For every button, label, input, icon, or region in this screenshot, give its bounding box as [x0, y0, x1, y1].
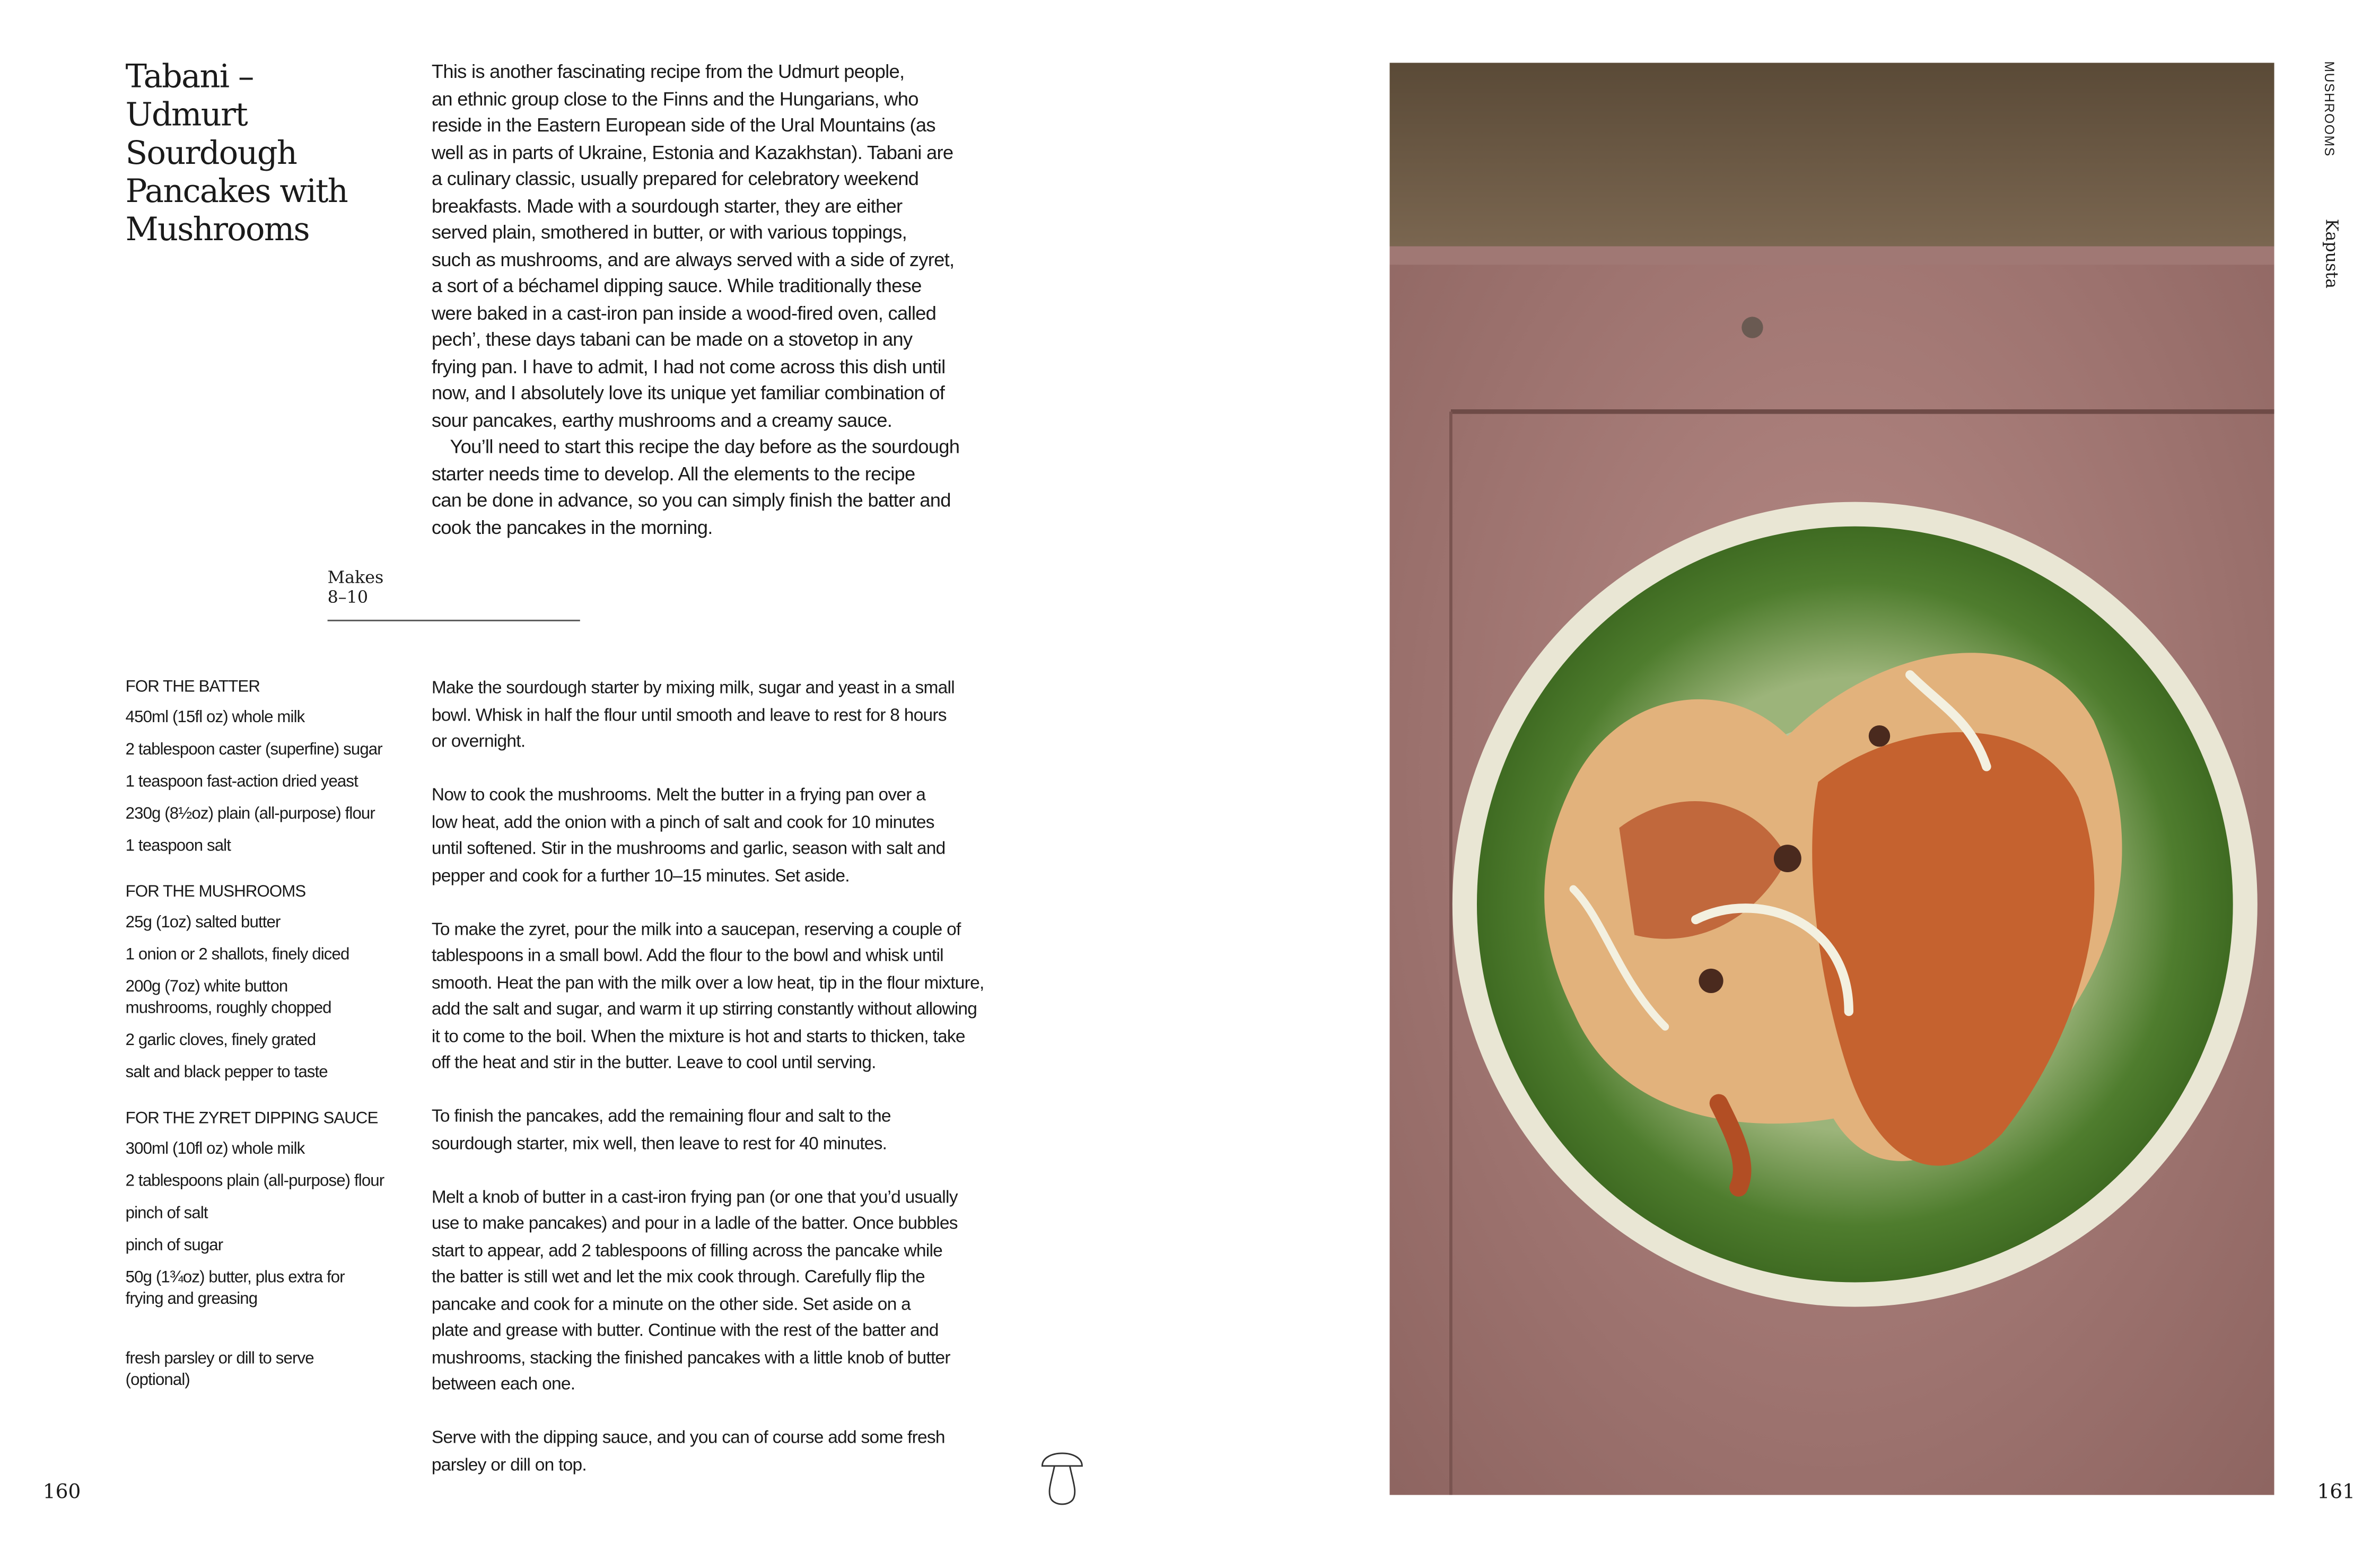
method-line: mushrooms, stacking the finished pancakes with a little knob of butter — [431, 1347, 950, 1367]
method-line: pancake and cook for a minute on the other side. Set aside on a — [431, 1294, 911, 1314]
intro-line: pech’, these days tabani can be made on a stovetop in any — [431, 329, 913, 350]
method-line: start to appear, add 2 tablespoons of filling across the pancake while — [431, 1240, 943, 1260]
method-line: plate and grease with butter. Continue with the rest of the batter and — [431, 1320, 939, 1341]
intro-line: a culinary classic, usually prepared for celebratory weekend — [431, 168, 919, 190]
ingredient-item: pinch of salt — [125, 1203, 208, 1222]
intro-line: well as in parts of Ukraine, Estonia and Kazakhstan). Tabani are — [431, 141, 953, 163]
method-line: between each one. — [431, 1374, 575, 1394]
intro-line: cook the pancakes in the morning. — [431, 516, 713, 538]
ingredient-item: 230g (8½oz) plain (all-purpose) flour — [125, 805, 375, 823]
ingredient-item: 50g (1¾oz) butter, plus extra for frying and greasing — [125, 1268, 345, 1309]
method-line: Now to cook the mushrooms. Melt the butter in a frying pan over a — [431, 785, 926, 805]
ingredient-item: 1 onion or 2 shallots, finely diced — [125, 945, 349, 963]
method-steps — [432, 675, 1021, 1505]
page-number-left: 160 — [42, 1481, 81, 1504]
method-line: To finish the pancakes, add the remaining flour and salt to the — [431, 1106, 891, 1127]
intro-line: such as mushrooms, and are always served with a side of zyret, — [431, 248, 955, 270]
recipe-photo — [1389, 63, 2274, 1495]
intro-line: sour pancakes, earthy mushrooms and a creamy sauce. — [431, 409, 892, 431]
method-line: parsley or dill on top. — [431, 1454, 587, 1475]
title-line: Pancakes with — [125, 173, 348, 210]
ingredient-group — [126, 1347, 424, 1392]
ingredient-item: fresh parsley or dill to serve (optional) — [125, 1349, 314, 1390]
intro-line: an ethnic group close to the Finns and the Hungarians, who — [431, 87, 918, 110]
method-line: until softened. Stir in the mushrooms and garlic, season with salt and — [431, 838, 946, 859]
method-line: it to come to the boil. When the mixture is hot and starts to thicken, take — [431, 1026, 965, 1046]
method-line: Make the sourdough starter by mixing milk, sugar and yeast in a small — [431, 678, 955, 698]
ingredient-group-heading: FOR THE ZYRET DIPPING SAUCE — [125, 1108, 378, 1127]
intro-line: This is another fascinating recipe from the Udmurt people, — [431, 61, 905, 83]
recipe-title — [126, 58, 401, 250]
method-step — [432, 675, 1021, 756]
mushroom-icon — [1038, 1440, 1087, 1507]
intro-line: were baked in a cast-iron pan inside a wood-fired oven, called — [431, 302, 937, 324]
method-line: bowl. Whisk in half the flour until smooth and leave to rest for 8 hours — [431, 705, 947, 725]
method-line: off the heat and stir in the butter. Leave to cool until serving. — [431, 1052, 876, 1073]
method-line: Serve with the dipping sauce, and you can of course add some fresh — [431, 1427, 945, 1448]
intro-line: a sort of a béchamel dipping sauce. While traditionally these — [431, 275, 922, 297]
ingredient-group-heading: FOR THE MUSHROOMS — [125, 882, 306, 901]
method-step — [432, 1103, 1021, 1157]
intro-line: frying pan. I have to admit, I had not come across this dish until — [431, 355, 946, 378]
method-line: the batter is still wet and let the mix cook through. Carefully flip the — [431, 1267, 925, 1287]
method-step — [432, 916, 1021, 1076]
method-line: sourdough starter, mix well, then leave to rest for 40 minutes. — [431, 1133, 887, 1153]
ingredient-item: 1 teaspoon fast-action dried yeast — [125, 773, 358, 792]
ingredient-group — [126, 1109, 424, 1311]
method-line: To make the zyret, pour the milk into a saucepan, reserving a couple of — [431, 919, 961, 939]
method-line: low heat, add the onion with a pinch of salt and cook for 10 minutes — [431, 812, 934, 832]
ingredient-item: 300ml (10fl oz) whole milk — [125, 1139, 305, 1158]
intro-paragraph — [432, 60, 1021, 435]
method-line: use to make pancakes) and pour in a ladle of the batter. Once bubbles — [431, 1213, 958, 1234]
title-line: Sourdough — [125, 134, 297, 172]
ingredient-item: salt and black pepper to taste — [125, 1063, 328, 1082]
ingredient-item: 200g (7oz) white button mushrooms, roughly chopped — [125, 977, 331, 1018]
intro-paragraph — [432, 435, 1021, 542]
ingredient-group — [126, 678, 424, 857]
method-step — [432, 782, 1021, 889]
ingredient-item: 2 garlic cloves, finely grated — [125, 1031, 316, 1050]
title-line: Tabani – — [125, 58, 253, 95]
method-line: pepper and cook for a further 10–15 minutes. Set aside. — [431, 865, 850, 885]
method-step — [432, 1425, 1021, 1478]
ingredient-item: 2 tablespoon caster (superfine) sugar — [125, 740, 382, 759]
ingredient-group — [126, 882, 424, 1084]
title-line: Mushrooms — [125, 211, 309, 248]
intro-line: can be done in advance, so you can simply finish the batter and — [431, 489, 951, 511]
title-line: Udmurt — [125, 96, 247, 134]
section-label: MUSHROOMS — [2322, 61, 2337, 157]
intro-line: You’ll need to start this recipe the day before as the sourdough — [450, 436, 960, 458]
recipe-intro — [432, 60, 1021, 542]
method-line: or overnight. — [431, 731, 526, 752]
method-line: tablespoons in a small bowl. Add the flour to the bowl and whisk until — [431, 945, 943, 966]
intro-line: served plain, smothered in butter, or with various toppings, — [431, 222, 907, 243]
intro-line: breakfasts. Made with a sourdough starter, they are either — [431, 195, 903, 217]
yield-value: 8–10 — [327, 587, 369, 608]
page-number-right: 161 — [2317, 1481, 2356, 1504]
chapter-label: Kapusta — [2322, 218, 2342, 289]
ingredients-list — [126, 678, 424, 1416]
method-line: smooth. Heat the pan with the milk over a low heat, tip in the flour mixture, — [431, 972, 984, 993]
intro-line: now, and I absolutely love its unique yet familiar combination of — [431, 382, 945, 404]
method-line: add the salt and sugar, and warm it up stirring constantly without allowing — [431, 999, 977, 1020]
background-shadow — [1389, 63, 2274, 246]
intro-line: reside in the Eastern European side of the Ural Mountains (as — [431, 115, 935, 136]
ingredient-item: 25g (1oz) salted butter — [125, 913, 281, 932]
ingredient-item: 2 tablespoons plain (all-purpose) flour — [125, 1171, 384, 1190]
intro-line: starter needs time to develop. All the elements to the recipe — [431, 463, 915, 485]
ingredient-item: 450ml (15fl oz) whole milk — [125, 708, 305, 727]
method-step — [432, 1183, 1021, 1398]
yield — [328, 568, 580, 621]
ingredient-item: 1 teaspoon salt — [125, 837, 231, 856]
ingredient-group-heading: FOR THE BATTER — [125, 678, 260, 697]
method-line: Melt a knob of butter in a cast-iron frying pan (or one that you’d usually — [431, 1187, 958, 1207]
ingredient-item: pinch of sugar — [125, 1235, 223, 1254]
yield-label: Makes — [327, 567, 384, 588]
